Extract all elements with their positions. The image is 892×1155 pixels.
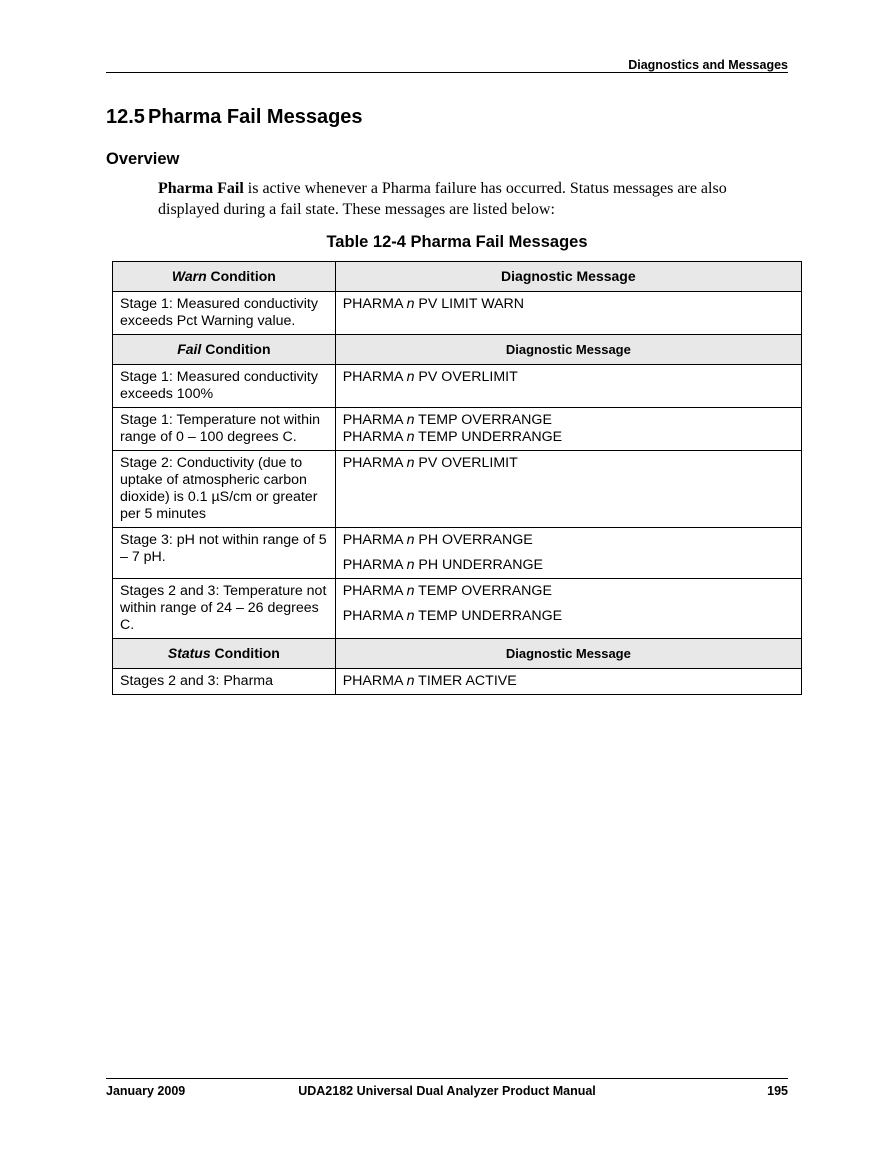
running-header: Diagnostics and Messages — [628, 58, 788, 72]
message-variable: n — [406, 532, 415, 548]
diagnostic-message-header: Diagnostic Message — [335, 639, 801, 669]
intro-term: Pharma Fail — [158, 180, 244, 197]
diagnostic-message — [343, 412, 794, 429]
message-suffix: PH UNDERRANGE — [414, 557, 543, 573]
diagnostic-message-header: Diagnostic Message — [335, 335, 801, 365]
message-cell — [335, 669, 801, 695]
table-caption: Table 12-4 Pharma Fail Messages — [326, 233, 588, 251]
message-prefix: PHARMA — [342, 557, 407, 573]
message-suffix: TEMP UNDERRANGE — [414, 429, 563, 445]
message-prefix: PHARMA — [342, 583, 407, 599]
footer-rule — [106, 1078, 788, 1079]
message-variable: n — [406, 369, 415, 385]
subheading-overview: Overview — [106, 150, 180, 168]
table-row — [113, 579, 802, 639]
diagnostic-message-header: Diagnostic Message — [335, 262, 801, 292]
condition-header-label: Condition — [210, 645, 280, 661]
intro-line1: is active whenever a Pharma failure has occurred. Status messages are also — [243, 180, 727, 197]
message-prefix: PHARMA — [342, 532, 407, 548]
diagnostic-message — [343, 608, 794, 625]
message-cell — [335, 365, 801, 408]
table-body — [113, 262, 802, 695]
message-variable: n — [406, 557, 415, 573]
table-row — [113, 408, 802, 451]
table-row — [113, 365, 802, 408]
message-variable: n — [406, 455, 415, 471]
message-variable: n — [406, 673, 415, 689]
footer-date: January 2009 — [106, 1084, 186, 1098]
message-suffix: TEMP UNDERRANGE — [414, 608, 563, 624]
message-prefix: PHARMA — [342, 455, 407, 471]
condition-type: Fail — [177, 341, 202, 357]
message-variable: n — [406, 608, 415, 624]
message-suffix: PV OVERLIMIT — [414, 369, 518, 385]
message-suffix: TEMP OVERRANGE — [414, 583, 552, 599]
table-row — [113, 451, 802, 528]
section-title — [106, 106, 363, 129]
message-suffix: TIMER ACTIVE — [414, 673, 517, 689]
condition-header-label: Condition — [206, 268, 276, 284]
condition-type: Warn — [171, 268, 207, 284]
condition-cell: Stage 2: Conductivity (due to uptake of atmospheric carbon dioxide) is 0.1 µS/cm or greater per 5 minutes — [113, 451, 336, 528]
diagnostic-message — [343, 583, 794, 600]
condition-header — [113, 639, 336, 669]
message-suffix: TEMP OVERRANGE — [414, 412, 552, 428]
message-variable: n — [406, 296, 415, 312]
page-number: 195 — [767, 1084, 788, 1098]
message-prefix: PHARMA — [342, 412, 407, 428]
diagnostic-message — [343, 532, 794, 549]
table-row — [113, 292, 802, 335]
message-variable: n — [406, 583, 415, 599]
message-cell — [335, 451, 801, 528]
table-row — [113, 528, 802, 579]
condition-header — [113, 262, 336, 292]
condition-type: Status — [167, 645, 211, 661]
message-suffix: PV OVERLIMIT — [414, 455, 518, 471]
condition-cell: Stage 1: Measured conductivity exceeds Pct Warning value. — [113, 292, 336, 335]
message-variable: n — [406, 429, 415, 445]
message-suffix: PH OVERRANGE — [414, 532, 533, 548]
diagnostic-message — [343, 673, 794, 690]
footer-manual-title: UDA2182 Universal Dual Analyzer Product Manual — [298, 1084, 596, 1098]
message-cell — [335, 292, 801, 335]
diagnostic-message — [343, 296, 794, 313]
condition-header — [113, 335, 336, 365]
condition-header-row — [113, 335, 802, 365]
condition-header-row — [113, 262, 802, 292]
message-prefix: PHARMA — [342, 673, 407, 689]
pharma-fail-messages-table — [112, 261, 802, 695]
message-prefix: PHARMA — [342, 608, 407, 624]
condition-header-row — [113, 639, 802, 669]
message-prefix: PHARMA — [342, 296, 407, 312]
condition-cell: Stage 3: pH not within range of 5 – 7 pH. — [113, 528, 336, 579]
message-cell — [335, 579, 801, 639]
condition-cell: Stage 1: Temperature not within range of 0 – 100 degrees C. — [113, 408, 336, 451]
diagnostic-message — [343, 455, 794, 472]
message-variable: n — [406, 412, 415, 428]
message-prefix: PHARMA — [342, 369, 407, 385]
diagnostic-message — [343, 429, 794, 446]
message-prefix: PHARMA — [342, 429, 407, 445]
diagnostic-message — [343, 557, 794, 574]
condition-cell: Stage 1: Measured conductivity exceeds 100% — [113, 365, 336, 408]
message-cell — [335, 408, 801, 451]
condition-cell: Stages 2 and 3: Temperature not within range of 24 – 26 degrees C. — [113, 579, 336, 639]
header-rule — [106, 72, 788, 73]
condition-cell: Stages 2 and 3: Pharma — [113, 669, 336, 695]
intro-line2: displayed during a fail state. These messages are listed below: — [158, 201, 555, 218]
condition-header-label: Condition — [201, 341, 271, 357]
diagnostic-message — [343, 369, 794, 386]
message-suffix: PV LIMIT WARN — [414, 296, 525, 312]
section-title-text: Pharma Fail Messages — [148, 106, 363, 128]
intro-paragraph — [158, 178, 798, 220]
table-row — [113, 669, 802, 695]
section-number: 12.5 — [106, 106, 145, 128]
message-cell — [335, 528, 801, 579]
